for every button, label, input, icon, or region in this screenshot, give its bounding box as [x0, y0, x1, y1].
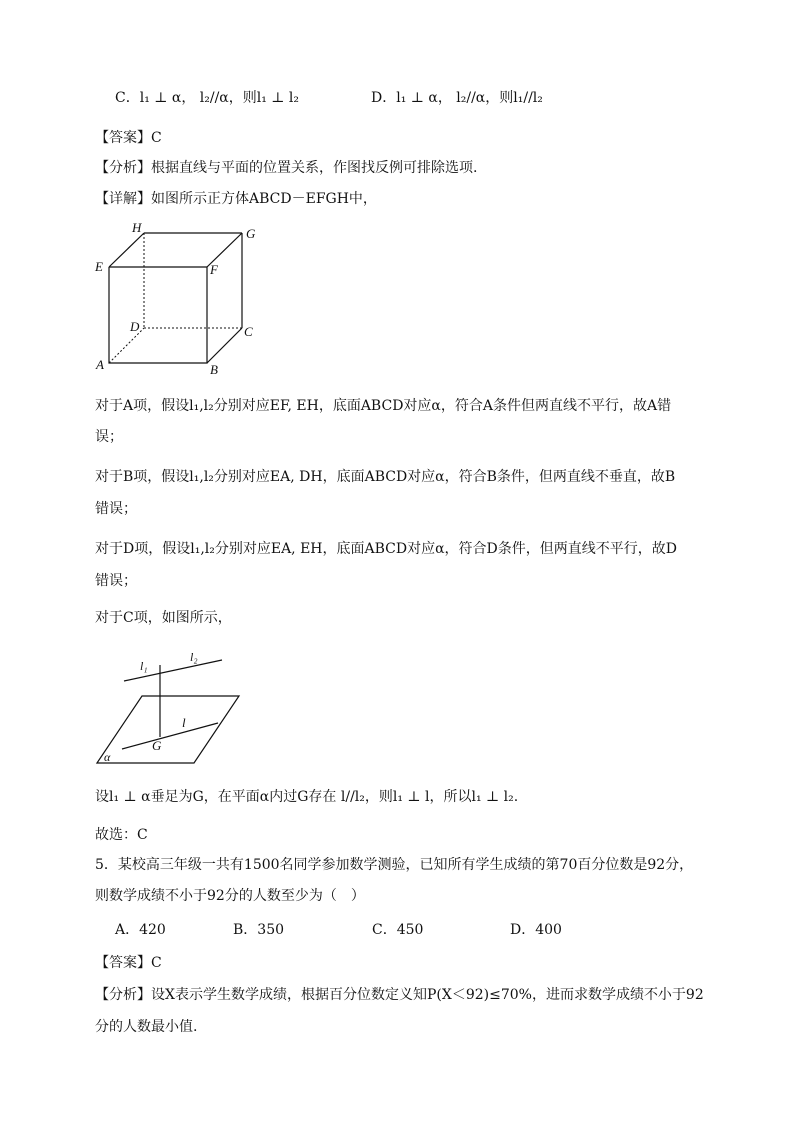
cube-figure — [92, 222, 272, 377]
plane-label-l2: l₂ — [190, 650, 198, 664]
cube-label-e: E — [95, 259, 103, 274]
q4-choice: 故选：C — [95, 827, 148, 843]
q4-conclusion: 设l₁ ⊥ α垂足为G，在平面α内过G存在 l//l₂，则l₁ ⊥ l，所以l₁ ⊥ l₂. — [95, 789, 519, 805]
q4-case-a-line1: 对于A项，假设l₁,l₂分别对应EF, EH，底面ABCD对应α，符合A条件但两直线不平行，故A错 — [95, 398, 672, 414]
q4-analysis: 【分析】根据直线与平面的位置关系，作图找反例可排除选项. — [95, 160, 478, 176]
q4-case-b-line1: 对于B项，假设l₁,l₂分别对应EA, DH，底面ABCD对应α，符合B条件，但两直线不垂直，故B — [95, 469, 676, 485]
cube-label-c: C — [244, 324, 253, 339]
q4-case-c: 对于C项，如图所示， — [95, 610, 232, 626]
q4-case-d-line1: 对于D项，假设l₁,l₂分别对应EA, EH，底面ABCD对应α，符合D条件，但两直线不平行，故D — [95, 541, 678, 557]
q5-analysis-line2: 分的人数最小值. — [95, 1019, 198, 1035]
q5-stem-line2: 则数学成绩不小于92分的人数至少为（ ） — [95, 888, 365, 904]
plane-figure — [92, 643, 252, 768]
q5-stem-line1: 5．某校高三年级一共有1500名同学参加数学测验，已知所有学生成绩的第70百分位数是92分， — [95, 857, 694, 873]
cube-label-d: D — [130, 319, 140, 334]
plane-label-alpha: α — [104, 750, 111, 764]
q5-answer: 【答案】C — [95, 955, 162, 971]
cube-label-g: G — [246, 226, 256, 241]
plane-label-l: l — [182, 715, 186, 730]
cube-label-b: B — [210, 362, 218, 377]
cube-label-a: A — [96, 357, 104, 372]
q4-case-b-line2: 错误； — [95, 501, 137, 517]
q4-case-d-line2: 错误； — [95, 573, 137, 589]
plane-label-g: G — [152, 738, 162, 753]
option-c: C．l₁ ⊥ α， l₂//α，则l₁ ⊥ l₂ — [115, 90, 299, 106]
plane-label-l1: l₁ — [140, 659, 148, 673]
q5-option-c: C．450 — [372, 922, 424, 938]
cube-label-f: F — [210, 262, 218, 277]
q5-analysis-line1: 【分析】设X表示学生数学成绩，根据百分位数定义知P(X＜92)≤70%，进而求数学成绩不小于92 — [95, 987, 704, 1003]
q5-option-d: D．400 — [510, 922, 562, 938]
q4-case-a-line2: 误； — [95, 429, 123, 445]
q4-detail: 【详解】如图所示正方体ABCD－EFGH中， — [95, 191, 377, 207]
q4-answer: 【答案】C — [95, 130, 162, 146]
q5-option-a: A．420 — [115, 922, 166, 938]
q5-option-b: B．350 — [233, 922, 285, 938]
option-d: D．l₁ ⊥ α， l₂//α，则l₁//l₂ — [371, 90, 543, 106]
cube-label-h: H — [132, 222, 142, 235]
